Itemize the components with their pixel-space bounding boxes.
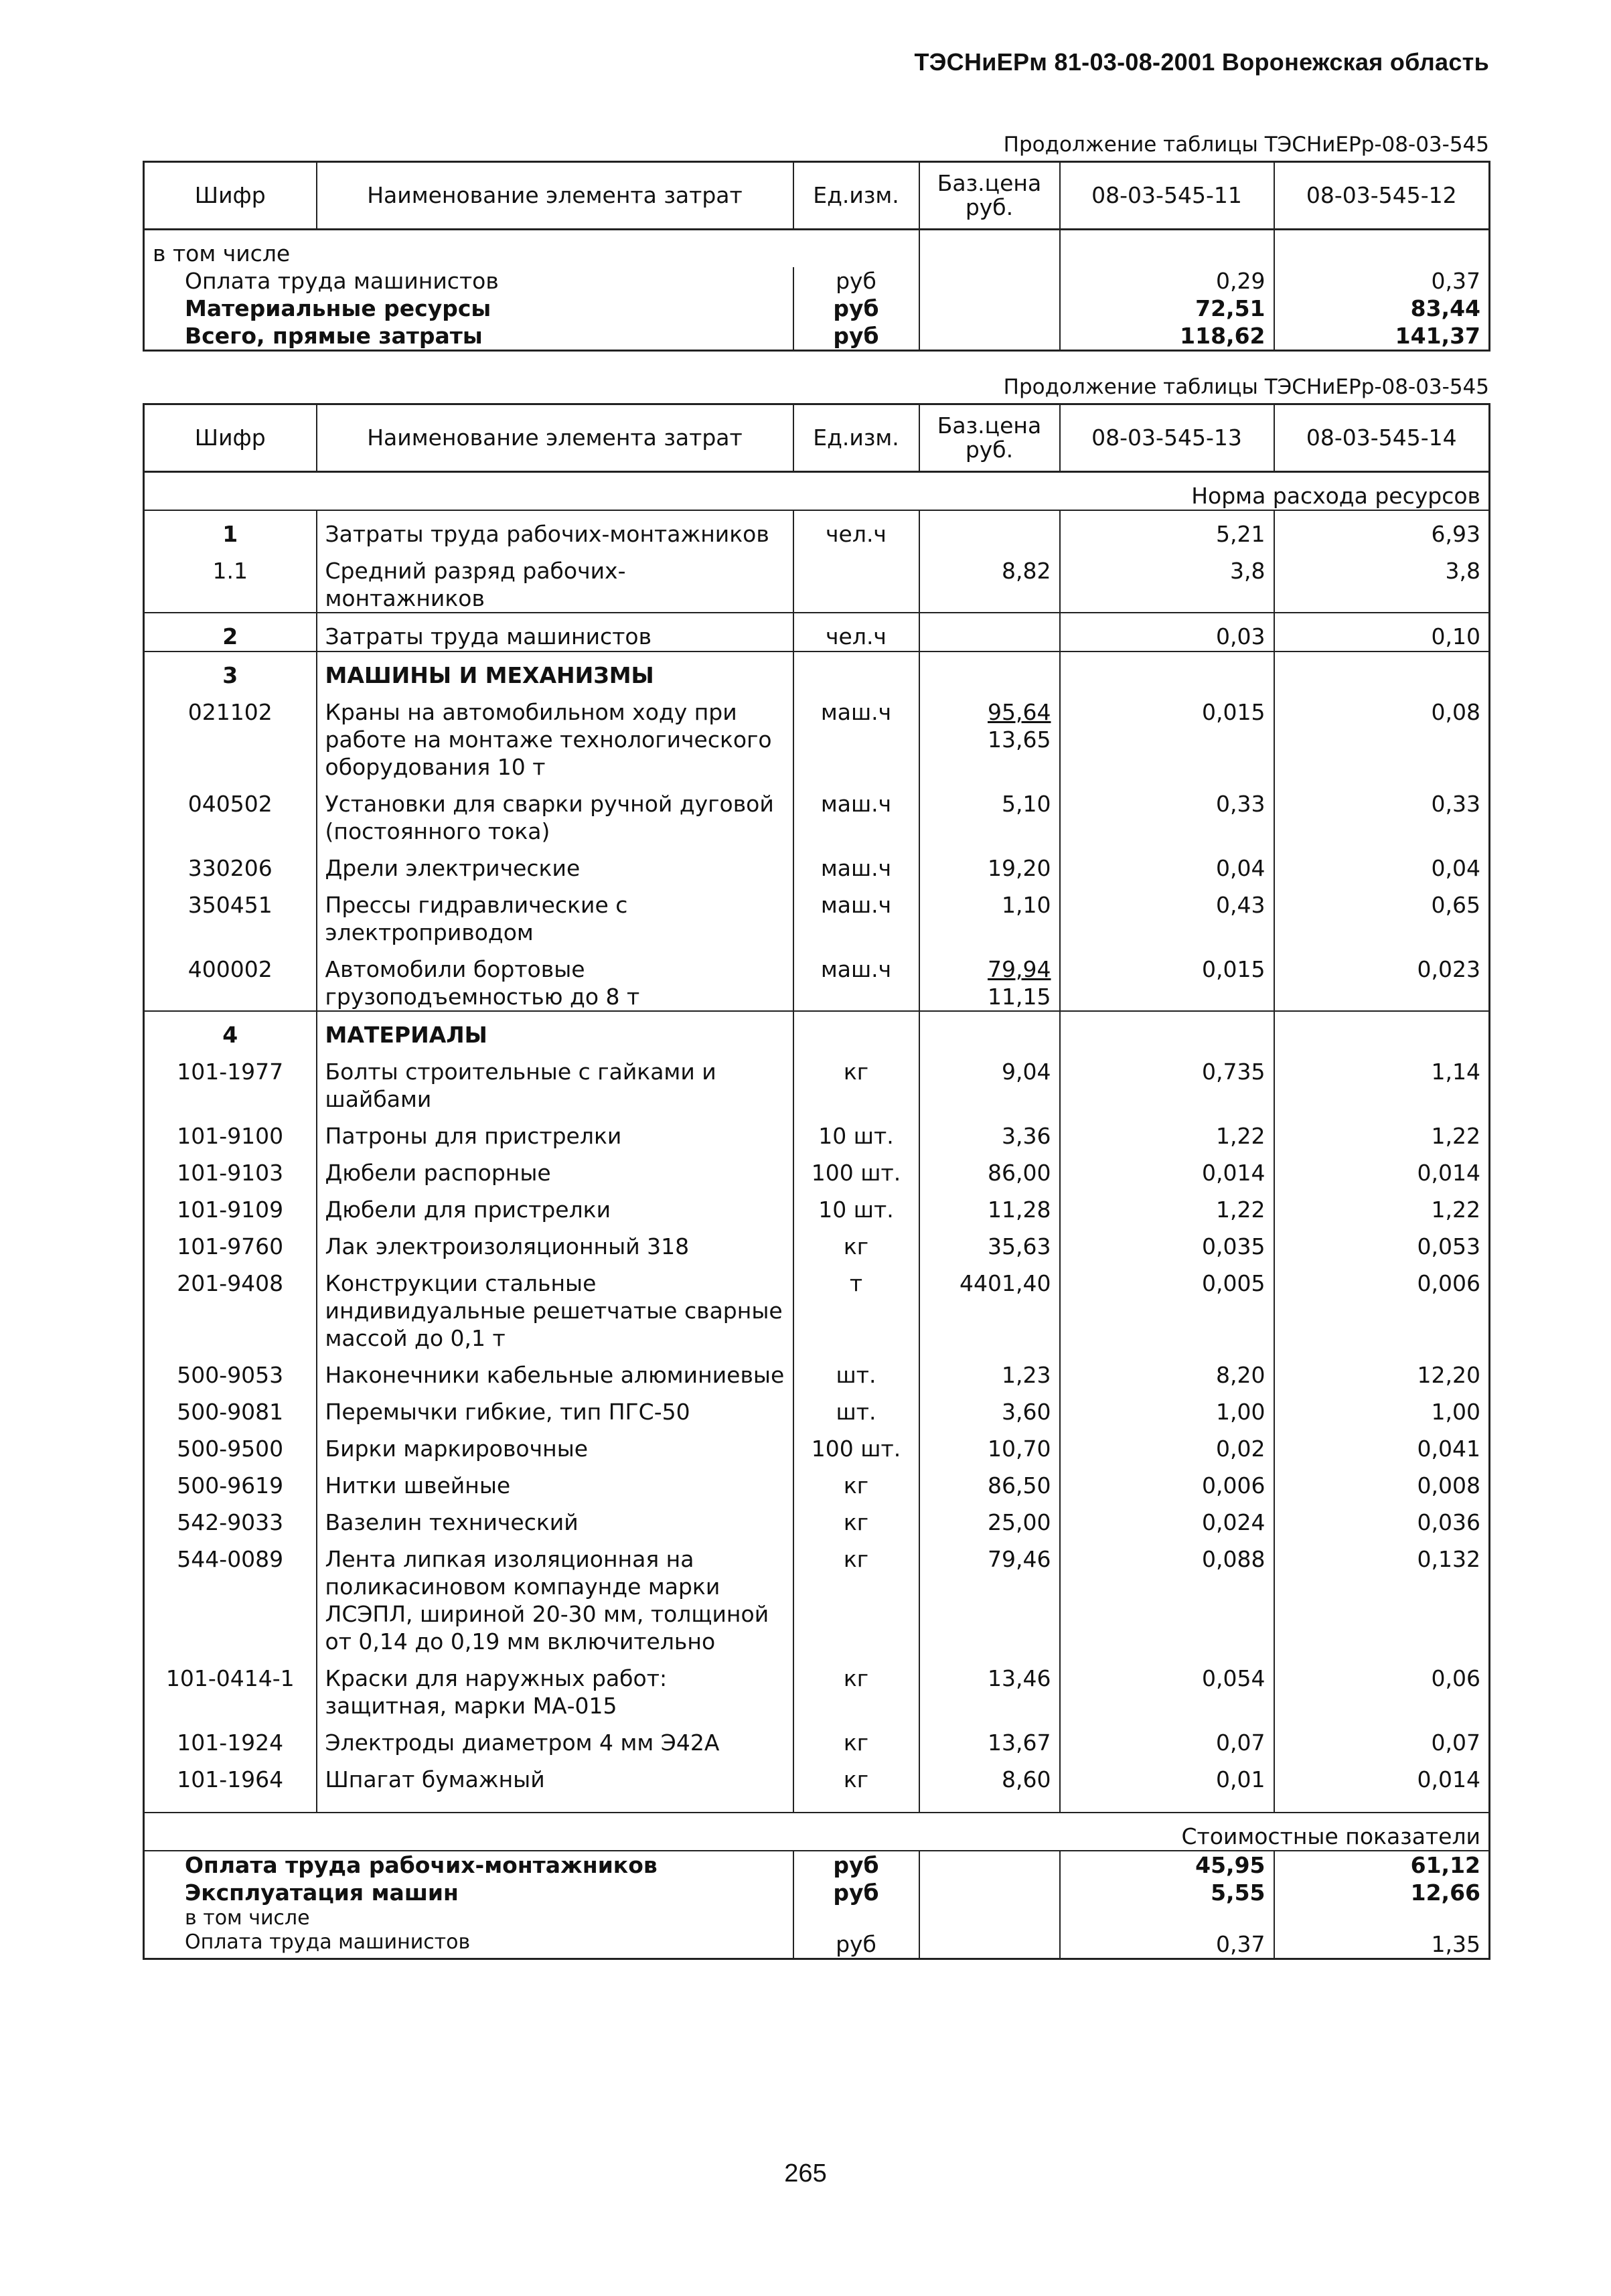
row-code: 350451: [144, 882, 317, 946]
row-unit: маш.ч: [793, 946, 919, 1011]
row-price: 3,60: [919, 1389, 1060, 1426]
row-unit: [793, 230, 919, 268]
table2-body: [144, 472, 1490, 1959]
row-price: [919, 1879, 1060, 1906]
row-price: 9,04: [919, 1049, 1060, 1113]
row-unit: [793, 652, 919, 689]
table-row: [144, 1536, 1490, 1655]
table-row: [144, 1426, 1490, 1462]
row-code: 101-9100: [144, 1113, 317, 1150]
row-code: 101-9109: [144, 1187, 317, 1223]
row-name: в том числе: [144, 1906, 793, 1930]
row-code: 500-9053: [144, 1352, 317, 1389]
spacer-cell: [919, 1793, 1060, 1813]
row-name: Прессы гидравлические с электроприводом: [317, 882, 793, 946]
row-price: [919, 1851, 1060, 1879]
row-price: 8,60: [919, 1756, 1060, 1793]
row-v2: 61,12: [1274, 1851, 1490, 1879]
row-v1: 0,29: [1060, 267, 1274, 295]
table-row: [144, 781, 1490, 845]
row-v2: 0,014: [1274, 1150, 1490, 1187]
row-name: Средний разряд рабочих-монтажников: [317, 548, 793, 613]
column-header-unit: Ед.изм.: [793, 162, 919, 230]
row-name: в том числе: [144, 230, 793, 268]
table-row: [144, 689, 1490, 781]
row-price: 35,63: [919, 1223, 1060, 1260]
table-row: [144, 1879, 1490, 1906]
row-v2: 1,35: [1274, 1930, 1490, 1959]
row-unit: 10 шт.: [793, 1187, 919, 1223]
row-price: 86,00: [919, 1150, 1060, 1187]
row-unit: чел.ч: [793, 613, 919, 652]
row-v2: 0,132: [1274, 1536, 1490, 1655]
row-v2: 1,14: [1274, 1049, 1490, 1113]
row-unit: кг: [793, 1223, 919, 1260]
table1-header-row: [144, 162, 1490, 230]
row-v2: 12,20: [1274, 1352, 1490, 1389]
row-price: [919, 1906, 1060, 1930]
row-unit: руб: [793, 267, 919, 295]
page-header: ТЭСНиЕРм 81-03-08-2001 Воронежская область: [914, 48, 1489, 76]
row-v1: 0,024: [1060, 1499, 1274, 1536]
row-code: 4: [144, 1011, 317, 1049]
row-v1: 0,07: [1060, 1719, 1274, 1756]
row-price: [919, 1011, 1060, 1049]
row-name: Шпагат бумажный: [317, 1756, 793, 1793]
row-v1: 0,01: [1060, 1756, 1274, 1793]
row-v2: 0,37: [1274, 267, 1490, 295]
table1-caption: Продолжение таблицы ТЭСНиЕРр-08-03-545: [1003, 133, 1489, 157]
row-price: 13,46: [919, 1655, 1060, 1719]
table-row: [144, 1930, 1490, 1959]
table-row: [144, 1499, 1490, 1536]
row-name: Перемычки гибкие, тип ПГС-50: [317, 1389, 793, 1426]
column-header-price: Баз.цена руб.: [919, 162, 1060, 230]
row-v2: 1,00: [1274, 1389, 1490, 1426]
column-header-v2: 08-03-545-14: [1274, 404, 1490, 472]
table-row: [144, 322, 1490, 351]
table-row: [144, 267, 1490, 295]
row-unit: руб: [793, 1930, 919, 1959]
row-v2: 0,006: [1274, 1260, 1490, 1352]
row-price: 13,67: [919, 1719, 1060, 1756]
row-price: 11,28: [919, 1187, 1060, 1223]
spacer-cell: [144, 1793, 317, 1813]
table-row: [144, 1260, 1490, 1352]
row-v1: 0,014: [1060, 1150, 1274, 1187]
table-row: [144, 1352, 1490, 1389]
row-v2: 0,014: [1274, 1756, 1490, 1793]
cost-label: Стоимостные показатели: [144, 1813, 1490, 1851]
row-v1: 0,02: [1060, 1426, 1274, 1462]
price-wages: 11,15: [988, 984, 1051, 1010]
row-name: Установки для сварки ручной дуговой (постоянного тока): [317, 781, 793, 845]
row-v1: 0,005: [1060, 1260, 1274, 1352]
row-v1: 0,04: [1060, 845, 1274, 882]
table-row: [144, 1049, 1490, 1113]
row-name: Болты строительные с гайками и шайбами: [317, 1049, 793, 1113]
row-v2: 0,053: [1274, 1223, 1490, 1260]
row-v2: 83,44: [1274, 295, 1490, 322]
row-v2: 0,008: [1274, 1462, 1490, 1499]
row-unit: руб: [793, 1879, 919, 1906]
row-name: Всего, прямые затраты: [144, 322, 793, 351]
row-unit: 100 шт.: [793, 1150, 919, 1187]
row-code: 101-9760: [144, 1223, 317, 1260]
page-number: 265: [784, 2159, 827, 2188]
row-code: 040502: [144, 781, 317, 845]
row-price: [919, 946, 1060, 1011]
norm-label: Норма расхода ресурсов: [144, 472, 1490, 511]
row-name: Оплата труда рабочих-монтажников: [144, 1851, 793, 1879]
row-v2: 0,036: [1274, 1499, 1490, 1536]
column-header-name: Наименование элемента затрат: [317, 404, 793, 472]
row-v2: 0,07: [1274, 1719, 1490, 1756]
row-price: [919, 652, 1060, 689]
row-name: Эксплуатация машин: [144, 1879, 793, 1906]
row-v2: [1274, 230, 1490, 268]
row-v2: [1274, 1011, 1490, 1049]
row-v1: 45,95: [1060, 1851, 1274, 1879]
row-code: 021102: [144, 689, 317, 781]
row-name: Бирки маркировочные: [317, 1426, 793, 1462]
row-code: 101-1977: [144, 1049, 317, 1113]
table-row: [144, 295, 1490, 322]
row-name: Дюбели для пристрелки: [317, 1187, 793, 1223]
table2: [143, 403, 1490, 1960]
row-unit: маш.ч: [793, 845, 919, 882]
row-code: 544-0089: [144, 1536, 317, 1655]
column-header-v1: 08-03-545-11: [1060, 162, 1274, 230]
table-row: [144, 613, 1490, 652]
row-v1: 0,088: [1060, 1536, 1274, 1655]
table2-caption: Продолжение таблицы ТЭСНиЕРр-08-03-545: [1003, 375, 1489, 399]
table-row: [144, 548, 1490, 613]
row-name: Электроды диаметром 4 мм Э42А: [317, 1719, 793, 1756]
row-price: [919, 230, 1060, 268]
row-name: Краны на автомобильном ходу при работе на монтаже технологического оборудования 10 т: [317, 689, 793, 781]
row-code: 101-1924: [144, 1719, 317, 1756]
table-row: [144, 1756, 1490, 1793]
row-price: [919, 689, 1060, 781]
row-name: Дюбели распорные: [317, 1150, 793, 1187]
row-price: 10,70: [919, 1426, 1060, 1462]
row-name: МАШИНЫ И МЕХАНИЗМЫ: [317, 652, 793, 689]
row-price: 4401,40: [919, 1260, 1060, 1352]
row-v1: 0,035: [1060, 1223, 1274, 1260]
row-v1: [1060, 652, 1274, 689]
table-row: [144, 845, 1490, 882]
row-code: 101-1964: [144, 1756, 317, 1793]
table-row: [144, 1655, 1490, 1719]
row-unit: 10 шт.: [793, 1113, 919, 1150]
row-v2: 0,08: [1274, 689, 1490, 781]
row-price: [919, 267, 1060, 295]
column-header-code: Шифр: [144, 162, 317, 230]
column-header-v2: 08-03-545-12: [1274, 162, 1490, 230]
row-name: Затраты труда машинистов: [317, 613, 793, 652]
row-code: 500-9500: [144, 1426, 317, 1462]
spacer-cell: [1060, 1793, 1274, 1813]
row-name: Оплата труда машинистов: [144, 1930, 793, 1959]
row-unit: 100 шт.: [793, 1426, 919, 1462]
row-v1: 118,62: [1060, 322, 1274, 351]
row-unit: кг: [793, 1536, 919, 1655]
row-v1: 5,55: [1060, 1879, 1274, 1906]
row-unit: руб: [793, 322, 919, 351]
norm-label-row: [144, 472, 1490, 511]
row-price: 1,10: [919, 882, 1060, 946]
price-wages: 13,65: [988, 726, 1051, 753]
row-unit: [793, 548, 919, 613]
table-row: [144, 946, 1490, 1011]
cost-label-row: [144, 1813, 1490, 1851]
row-code: 101-9103: [144, 1150, 317, 1187]
row-price: 79,46: [919, 1536, 1060, 1655]
row-v2: 12,66: [1274, 1879, 1490, 1906]
table-row-spacer: [144, 1793, 1490, 1813]
spacer-cell: [1274, 1793, 1490, 1813]
row-code: 101-0414-1: [144, 1655, 317, 1719]
row-unit: шт.: [793, 1352, 919, 1389]
row-code: 3: [144, 652, 317, 689]
table-row: [144, 1187, 1490, 1223]
row-v1: 0,37: [1060, 1930, 1274, 1959]
row-v2: 0,041: [1274, 1426, 1490, 1462]
row-v2: [1274, 1906, 1490, 1930]
row-name: Автомобили бортовые грузоподъемностью до 8 т: [317, 946, 793, 1011]
row-v1: 1,22: [1060, 1113, 1274, 1150]
row-code: 500-9619: [144, 1462, 317, 1499]
row-name: Материальные ресурсы: [144, 295, 793, 322]
table-row: [144, 1389, 1490, 1426]
row-price: 8,82: [919, 548, 1060, 613]
row-v2: 6,93: [1274, 510, 1490, 548]
table-row: [144, 1851, 1490, 1879]
row-v1: 72,51: [1060, 295, 1274, 322]
row-unit: руб: [793, 1851, 919, 1879]
row-price: 1,23: [919, 1352, 1060, 1389]
row-v2: 0,06: [1274, 1655, 1490, 1719]
row-price: [919, 1930, 1060, 1959]
row-v1: [1060, 1011, 1274, 1049]
spacer-cell: [317, 1793, 793, 1813]
row-name: Оплата труда машинистов: [144, 267, 793, 295]
row-price: 86,50: [919, 1462, 1060, 1499]
row-code: 2: [144, 613, 317, 652]
row-code: 1.1: [144, 548, 317, 613]
row-unit: [793, 1906, 919, 1930]
row-unit: кг: [793, 1499, 919, 1536]
row-name: Нитки швейные: [317, 1462, 793, 1499]
table-row: [144, 1719, 1490, 1756]
row-code: 201-9408: [144, 1260, 317, 1352]
row-v2: 1,22: [1274, 1113, 1490, 1150]
row-code: 400002: [144, 946, 317, 1011]
table-row: [144, 652, 1490, 689]
row-unit: [793, 1011, 919, 1049]
row-unit: кг: [793, 1719, 919, 1756]
table-row: [144, 230, 1490, 268]
row-unit: маш.ч: [793, 689, 919, 781]
row-price: 3,36: [919, 1113, 1060, 1150]
column-header-unit: Ед.изм.: [793, 404, 919, 472]
row-v1: 0,33: [1060, 781, 1274, 845]
row-unit: маш.ч: [793, 781, 919, 845]
row-name: Затраты труда рабочих-монтажников: [317, 510, 793, 548]
row-v1: 0,03: [1060, 613, 1274, 652]
table1: [143, 161, 1490, 352]
row-name: Дрели электрические: [317, 845, 793, 882]
row-v1: 1,22: [1060, 1187, 1274, 1223]
table-row: [144, 1906, 1490, 1930]
row-v1: 3,8: [1060, 548, 1274, 613]
row-v1: 5,21: [1060, 510, 1274, 548]
row-name: Патроны для пристрелки: [317, 1113, 793, 1150]
price-main: 95,64: [988, 699, 1051, 725]
row-v2: 0,33: [1274, 781, 1490, 845]
row-unit: кг: [793, 1049, 919, 1113]
price-main: 79,94: [988, 956, 1051, 982]
table-row: [144, 1011, 1490, 1049]
row-v1: 0,015: [1060, 946, 1274, 1011]
row-unit: кг: [793, 1756, 919, 1793]
row-unit: кг: [793, 1462, 919, 1499]
row-unit: руб: [793, 295, 919, 322]
row-v1: 0,43: [1060, 882, 1274, 946]
row-v2: 1,22: [1274, 1187, 1490, 1223]
row-price: [919, 322, 1060, 351]
row-v2: 0,023: [1274, 946, 1490, 1011]
table-row: [144, 510, 1490, 548]
row-v1: 0,735: [1060, 1049, 1274, 1113]
row-name: Лента липкая изоляционная на поликасиновом компаунде марки ЛСЭПЛ, шириной 20-30 мм, толщиной от 0,14 до 0,19 мм включительно: [317, 1536, 793, 1655]
row-v1: [1060, 230, 1274, 268]
row-name: Конструкции стальные индивидуальные решетчатые сварные массой до 0,1 т: [317, 1260, 793, 1352]
column-header-v1: 08-03-545-13: [1060, 404, 1274, 472]
row-v1: 8,20: [1060, 1352, 1274, 1389]
row-price: [919, 295, 1060, 322]
row-price: [919, 613, 1060, 652]
table-row: [144, 1223, 1490, 1260]
row-code: 330206: [144, 845, 317, 882]
row-v2: 141,37: [1274, 322, 1490, 351]
row-unit: т: [793, 1260, 919, 1352]
column-header-price: Баз.цена руб.: [919, 404, 1060, 472]
row-v2: 0,65: [1274, 882, 1490, 946]
column-header-code: Шифр: [144, 404, 317, 472]
row-code: 500-9081: [144, 1389, 317, 1426]
row-name: Краски для наружных работ: защитная, марки МА-015: [317, 1655, 793, 1719]
table2-header-row: [144, 404, 1490, 472]
row-v2: [1274, 652, 1490, 689]
row-v2: 3,8: [1274, 548, 1490, 613]
row-price: [919, 510, 1060, 548]
row-v1: 0,006: [1060, 1462, 1274, 1499]
row-name: Вазелин технический: [317, 1499, 793, 1536]
row-v1: [1060, 1906, 1274, 1930]
row-v2: 0,04: [1274, 845, 1490, 882]
table-row: [144, 1462, 1490, 1499]
row-v2: 0,10: [1274, 613, 1490, 652]
row-price: 5,10: [919, 781, 1060, 845]
row-code: 542-9033: [144, 1499, 317, 1536]
row-price: 19,20: [919, 845, 1060, 882]
row-unit: шт.: [793, 1389, 919, 1426]
row-v1: 0,054: [1060, 1655, 1274, 1719]
row-name: МАТЕРИАЛЫ: [317, 1011, 793, 1049]
row-price: 25,00: [919, 1499, 1060, 1536]
row-unit: чел.ч: [793, 510, 919, 548]
table-row: [144, 882, 1490, 946]
spacer-cell: [793, 1793, 919, 1813]
row-code: 1: [144, 510, 317, 548]
row-name: Лак электроизоляционный 318: [317, 1223, 793, 1260]
row-name: Наконечники кабельные алюминиевые: [317, 1352, 793, 1389]
row-v1: 1,00: [1060, 1389, 1274, 1426]
table-row: [144, 1150, 1490, 1187]
column-header-name: Наименование элемента затрат: [317, 162, 793, 230]
row-unit: маш.ч: [793, 882, 919, 946]
table-row: [144, 1113, 1490, 1150]
row-unit: кг: [793, 1655, 919, 1719]
row-v1: 0,015: [1060, 689, 1274, 781]
